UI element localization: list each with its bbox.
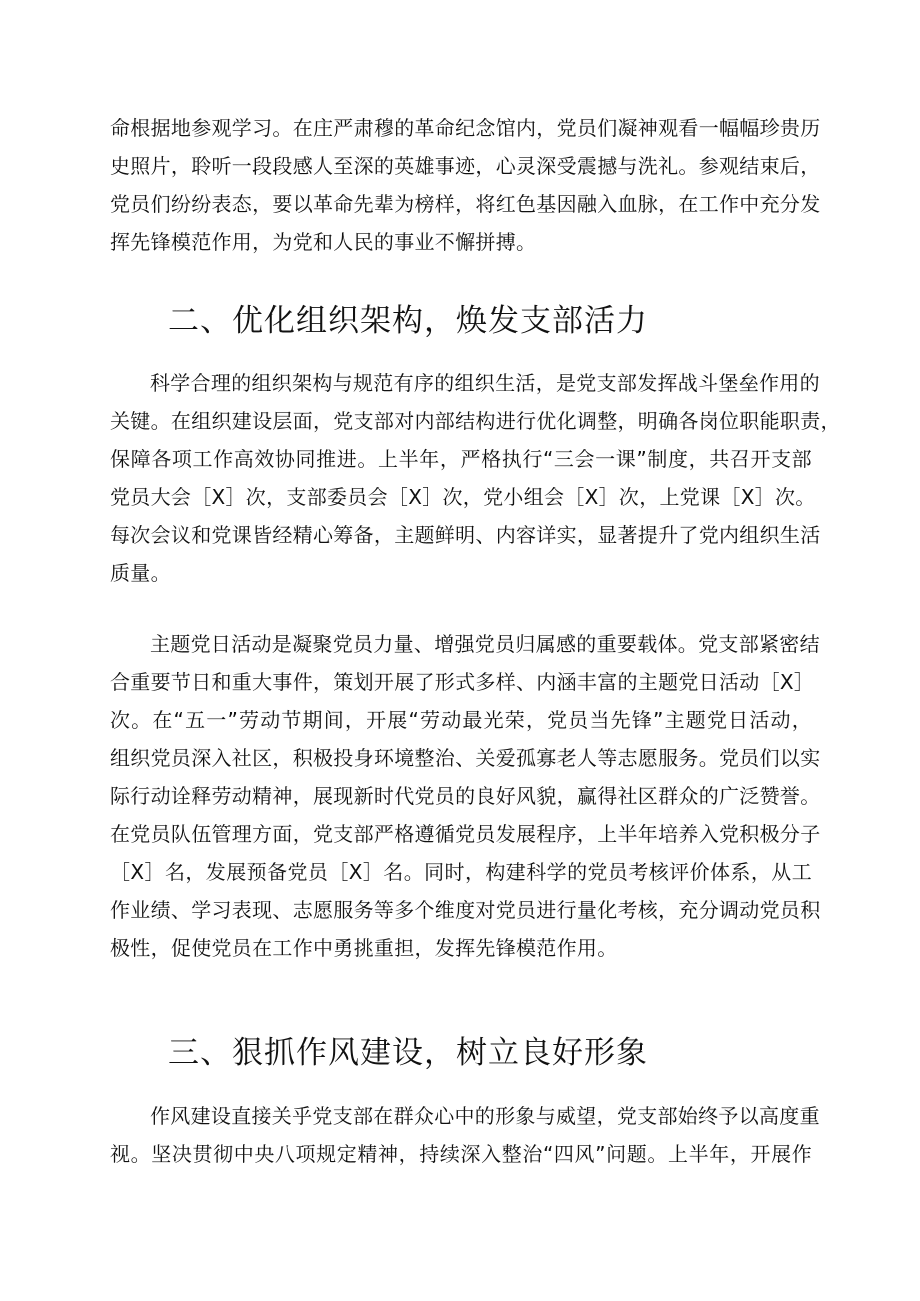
- paragraph-line: 党员们纷纷表态，要以革命先辈为榜样，将红色基因融入血脉，在工作中充分发: [110, 192, 821, 216]
- paragraph-line: 主题党日活动是凝聚党员力量、增强党员归属感的重要载体。党支部紧密结: [150, 632, 820, 656]
- paragraph-line: 命根据地参观学习。在庄严肃穆的革命纪念馆内，党员们凝神观看一幅幅珍贵历: [110, 116, 821, 140]
- paragraph-line: 次。在“五一”劳动节期间，开展“劳动最光荣，党员当先锋”主题党日活动，: [110, 708, 812, 732]
- paragraph-line: 科学合理的组织架构与规范有序的组织生活，是党支部发挥战斗堡垒作用的: [150, 371, 820, 395]
- paragraph-line: ［X］名，发展预备党员［X］名。同时，构建科学的党员考核评价体系，从工: [110, 860, 812, 884]
- paragraph-line: 史照片，聆听一段段感人至深的英雄事迹，心灵深受震撼与洗礼。参观结束后，: [110, 154, 821, 178]
- paragraph-theme-party-day: [110, 625, 821, 967]
- section-heading-3: 三、狠抓作风建设，树立良好形象: [168, 1035, 648, 1071]
- paragraph-work-style: [110, 1097, 820, 1173]
- paragraph-line: 质量。: [110, 561, 171, 585]
- paragraph-line: 保障各项工作高效协同推进。上半年，严格执行“三会一课”制度，共召开支部: [110, 447, 812, 471]
- paragraph-line: 关键。在组织建设层面，党支部对内部结构进行优化调整，明确各岗位职能职责，: [110, 409, 841, 433]
- paragraph-line: 极性，促使党员在工作中勇挑重担，发挥先锋模范作用。: [110, 936, 618, 960]
- paragraph-line: 作业绩、学习表现、志愿服务等多个维度对党员进行量化考核，充分调动党员积: [110, 898, 821, 922]
- paragraph-organization-structure: [110, 364, 841, 592]
- paragraph-line: 每次会议和党课皆经精心筹备，主题鲜明、内容详实，显著提升了党内组织生活: [110, 523, 821, 547]
- section-heading-2: 二、优化组织架构，焕发支部活力: [168, 303, 648, 339]
- paragraph-line: 视。坚决贯彻中央八项规定精神，持续深入整治“四风”问题。上半年，开展作: [110, 1142, 812, 1166]
- paragraph-line: 际行动诠释劳动精神，展现新时代党员的良好风貌，赢得社区群众的广泛赞誉。: [110, 784, 821, 808]
- paragraph-revolutionary-visit: [110, 109, 821, 261]
- paragraph-line: 作风建设直接关乎党支部在群众心中的形象与威望，党支部始终予以高度重: [150, 1104, 820, 1128]
- paragraph-line: 党员大会［X］次，支部委员会［X］次，党小组会［X］次，上党课［X］次。: [110, 485, 816, 509]
- paragraph-line: 挥先锋模范作用，为党和人民的事业不懈拼搏。: [110, 230, 537, 254]
- paragraph-line: 在党员队伍管理方面，党支部严格遵循党员发展程序，上半年培养入党积极分子: [110, 822, 821, 846]
- paragraph-line: 组织党员深入社区，积极投身环境整治、关爱孤寡老人等志愿服务。党员们以实: [110, 746, 821, 770]
- paragraph-line: 合重要节日和重大事件，策划开展了形式多样、内涵丰富的主题党日活动［X］: [110, 670, 815, 694]
